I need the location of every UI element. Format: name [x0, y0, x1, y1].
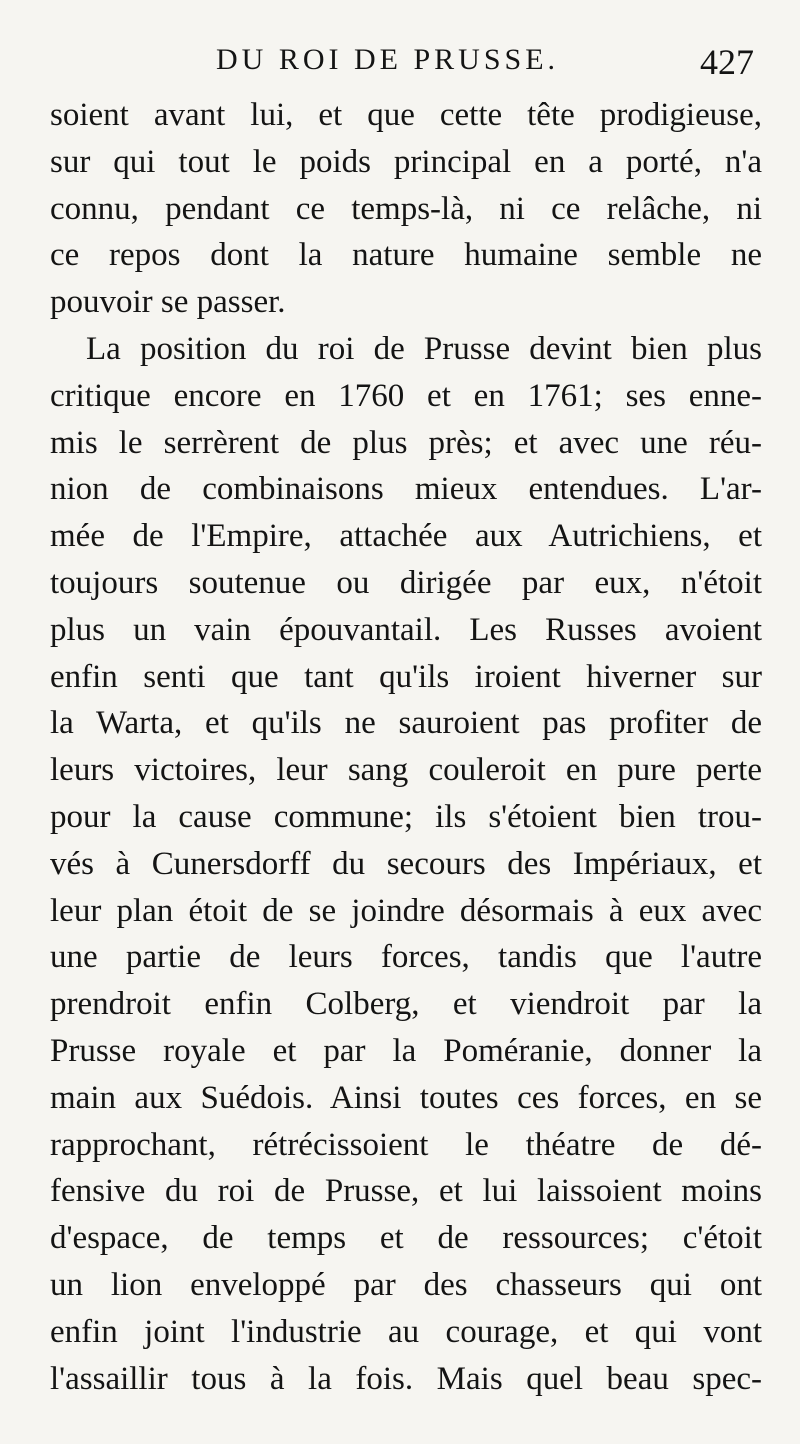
text-line: mée de l'Empire, attachée aux Autrichiens, et	[50, 518, 762, 555]
text-line: Prusse royale et par la Poméranie, donner la	[50, 1032, 762, 1069]
text-line: pour la cause commune; ils s'étoient bien trou-	[50, 798, 762, 835]
text-line: enfin joint l'industrie au courage, et qui vont	[50, 1313, 762, 1350]
text-line: plus un vain épouvantail. Les Russes avoient	[50, 611, 762, 648]
text-line: un lion enveloppé par des chasseurs qui ont	[50, 1266, 762, 1303]
text-line: toujours soutenue ou dirigée par eux, n'étoit	[50, 564, 762, 601]
text-line: nion de combinaisons mieux entendues. L'ar-	[50, 471, 762, 508]
text-line: une partie de leurs forces, tandis que l'autre	[50, 939, 762, 976]
text-line: enfin senti que tant qu'ils iroient hiverner sur	[50, 658, 762, 695]
text-line: leur plan étoit de se joindre désormais à eux avec	[50, 892, 762, 929]
text-line: critique encore en 1760 et en 1761; ses enne-	[50, 377, 762, 414]
text-line: la Warta, et qu'ils ne sauroient pas profiter de	[50, 705, 762, 742]
text-line: connu, pendant ce temps-là, ni ce relâche, ni	[50, 190, 762, 227]
text-line: l'assaillir tous à la fois. Mais quel beau spec-	[50, 1360, 762, 1397]
paragraph-first-line: La position du roi de Prusse devint bien plus	[86, 330, 762, 367]
text-line: sur qui tout le poids principal en a porté, n'a	[50, 143, 762, 180]
page-header	[50, 38, 762, 80]
text-line: rapprochant, rétrécissoient le théatre de dé-	[50, 1126, 762, 1163]
text-line: main aux Suédois. Ainsi toutes ces forces, en se	[50, 1079, 762, 1116]
text-line: mis le serrèrent de plus près; et avec une réu-	[50, 424, 762, 461]
text-line: d'espace, de temps et de ressources; c'étoit	[50, 1220, 762, 1257]
text-line: leurs victoires, leur sang couleroit en pure perte	[50, 752, 762, 789]
text-line: fensive du roi de Prusse, et lui laissoient moins	[50, 1173, 762, 1210]
running-title: DU ROI DE PRUSSE.	[216, 43, 560, 76]
text-line: prendroit enfin Colberg, et viendroit par la	[50, 986, 762, 1023]
text-line: ce repos dont la nature humaine semble ne	[50, 237, 762, 274]
body-text	[50, 92, 762, 1402]
text-line: soient avant lui, et que cette tête prodigieuse,	[50, 97, 762, 133]
page-number: 427	[700, 42, 754, 82]
text-line: pouvoir se passer.	[50, 284, 286, 321]
text-line: vés à Cunersdorff du secours des Impériaux, et	[50, 845, 762, 882]
